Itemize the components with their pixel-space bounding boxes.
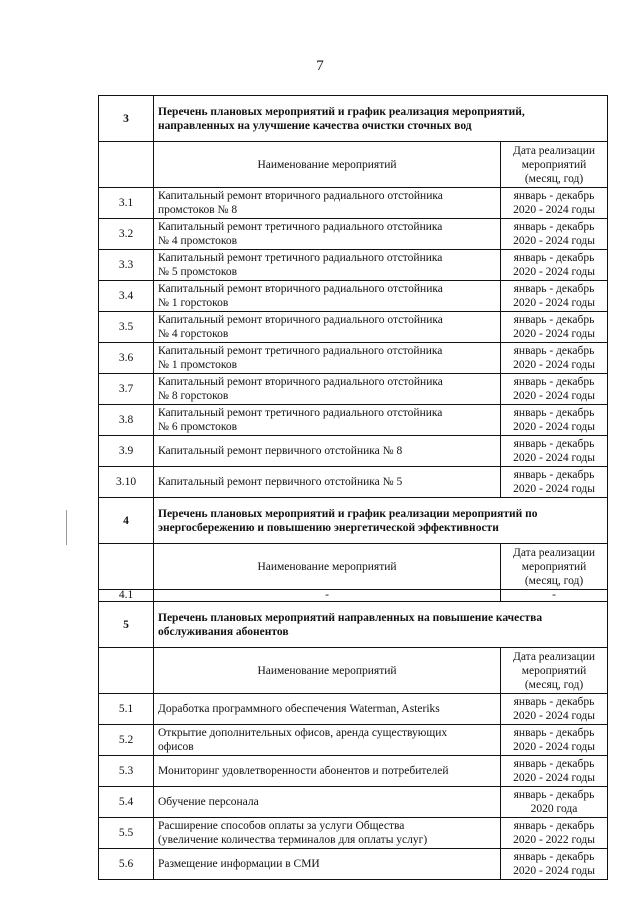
item-number: 5.5 xyxy=(99,818,154,849)
item-date-line: 2020 - 2024 годы xyxy=(513,772,595,784)
item-date-line: 2020 года xyxy=(530,803,578,815)
item-number: 3.2 xyxy=(99,219,154,250)
item-date-line: 2020 - 2024 годы xyxy=(513,421,595,433)
item-date-line: 2020 - 2024 годы xyxy=(513,483,595,495)
item-number: 3.4 xyxy=(99,281,154,312)
item-date-line: 2020 - 2024 годы xyxy=(513,235,595,247)
item-date-line: январь - декабрь xyxy=(513,727,595,739)
section-title xyxy=(154,498,608,544)
table-row xyxy=(99,219,608,250)
item-name xyxy=(154,250,501,281)
item-date xyxy=(501,725,608,756)
header-number-cell xyxy=(99,544,154,590)
item-date xyxy=(501,787,608,818)
table-row xyxy=(99,694,608,725)
item-date xyxy=(501,405,608,436)
item-name-line: Капитальный ремонт первичного отстойника № 5 xyxy=(158,476,403,488)
header-name-cell: Наименование мероприятий xyxy=(154,648,501,694)
item-date xyxy=(501,219,608,250)
table-row xyxy=(99,250,608,281)
item-date xyxy=(501,756,608,787)
item-date-line: январь - декабрь xyxy=(513,758,595,770)
item-date-line: январь - декабрь xyxy=(513,221,595,233)
item-name xyxy=(154,405,501,436)
item-name xyxy=(154,787,501,818)
header-date-cell xyxy=(501,142,608,188)
table-row xyxy=(99,374,608,405)
item-number: 4.1 xyxy=(99,590,154,602)
item-name xyxy=(154,467,501,498)
item-name-line: Капитальный ремонт третичного радиального отстойника xyxy=(158,221,443,233)
header-number-cell xyxy=(99,142,154,188)
item-date-line: 2020 - 2024 годы xyxy=(513,741,595,753)
section-title-row xyxy=(99,498,608,544)
item-date xyxy=(501,436,608,467)
item-date-line: январь - декабрь xyxy=(513,851,595,863)
item-date-line: - xyxy=(552,589,556,601)
table-row xyxy=(99,467,608,498)
item-number: 3.9 xyxy=(99,436,154,467)
item-date-line: 2020 - 2024 годы xyxy=(513,452,595,464)
item-name xyxy=(154,725,501,756)
item-name-line: № 1 промстоков xyxy=(158,359,238,371)
item-name-line: № 8 горстоков xyxy=(158,390,229,402)
header-date-cell-line: (месяц, год) xyxy=(524,678,584,691)
item-name-line: Капитальный ремонт первичного отстойника № 8 xyxy=(158,445,403,457)
section-title-line: энергосбережению и повышению энергетической эффективности xyxy=(158,521,499,534)
item-name xyxy=(154,590,501,602)
header-date-cell-line: мероприятий xyxy=(521,664,587,677)
section-title xyxy=(154,602,608,648)
item-date-line: 2020 - 2022 годы xyxy=(513,834,595,846)
item-date-line: январь - декабрь xyxy=(513,789,595,801)
item-date-line: 2020 - 2024 годы xyxy=(513,359,595,371)
table-row xyxy=(99,343,608,374)
item-date-line: январь - декабрь xyxy=(513,407,595,419)
item-date xyxy=(501,281,608,312)
section-number: 5 xyxy=(99,602,154,648)
item-date-line: январь - декабрь xyxy=(513,345,595,357)
item-name-line: № 4 промстоков xyxy=(158,235,238,247)
item-date xyxy=(501,343,608,374)
item-date xyxy=(501,467,608,498)
item-name xyxy=(154,436,501,467)
header-date-cell-line: (месяц, год) xyxy=(524,574,584,587)
item-date-line: 2020 - 2024 годы xyxy=(513,266,595,278)
header-name-cell: Наименование мероприятий xyxy=(154,142,501,188)
item-name-line: Капитальный ремонт вторичного радиального отстойника xyxy=(158,314,443,326)
item-name xyxy=(154,312,501,343)
table-row xyxy=(99,188,608,219)
item-number: 3.5 xyxy=(99,312,154,343)
item-date-line: январь - декабрь xyxy=(513,283,595,295)
section-title xyxy=(154,96,608,142)
item-date-line: 2020 - 2024 годы xyxy=(513,390,595,402)
item-name xyxy=(154,188,501,219)
item-name-line: (увеличение количества терминалов для оплаты услуг) xyxy=(158,834,428,846)
item-name xyxy=(154,281,501,312)
item-name xyxy=(154,818,501,849)
item-number: 3.10 xyxy=(99,467,154,498)
column-header-row xyxy=(99,544,608,590)
item-date-line: январь - декабрь xyxy=(513,314,595,326)
plan-table xyxy=(98,95,608,880)
item-date xyxy=(501,590,608,602)
header-date-cell-line: мероприятий xyxy=(521,158,587,171)
column-header-row xyxy=(99,142,608,188)
item-date-line: 2020 - 2024 годы xyxy=(513,297,595,309)
item-date xyxy=(501,188,608,219)
item-name-line: Капитальный ремонт третичного радиального отстойника xyxy=(158,252,443,264)
section-number: 4 xyxy=(99,498,154,544)
item-date xyxy=(501,374,608,405)
item-name-line: Размещение информации в СМИ xyxy=(158,858,320,870)
item-name-line: Открытие дополнительных офисов, аренда существующих xyxy=(158,727,448,739)
table-row xyxy=(99,756,608,787)
item-name xyxy=(154,374,501,405)
header-date-cell xyxy=(501,544,608,590)
item-name-line: Капитальный ремонт вторичного радиального отстойника xyxy=(158,283,443,295)
item-name-line: - xyxy=(325,589,329,601)
header-date-cell-line: Дата реализации xyxy=(513,144,595,157)
item-name-line: Мониторинг удовлетворенности абонентов и потребителей xyxy=(158,765,449,777)
item-date-line: 2020 - 2024 годы xyxy=(513,865,595,877)
table-row xyxy=(99,818,608,849)
header-date-cell-line: Дата реализации xyxy=(513,546,595,559)
item-name-line: промстоков № 8 xyxy=(158,204,238,216)
item-number: 5.6 xyxy=(99,849,154,880)
table-row xyxy=(99,436,608,467)
header-number-cell xyxy=(99,648,154,694)
item-name xyxy=(154,849,501,880)
table-row xyxy=(99,405,608,436)
section-number: 3 xyxy=(99,96,154,142)
item-date-line: январь - декабрь xyxy=(513,190,595,202)
item-date xyxy=(501,312,608,343)
item-name-line: Капитальный ремонт вторичного радиального отстойника xyxy=(158,376,443,388)
section-title-row xyxy=(99,96,608,142)
section-title-row xyxy=(99,602,608,648)
item-number: 5.3 xyxy=(99,756,154,787)
item-name-line: № 5 промстоков xyxy=(158,266,238,278)
item-date-line: январь - декабрь xyxy=(513,376,595,388)
item-date-line: 2020 - 2024 годы xyxy=(513,328,595,340)
header-date-cell-line: (месяц, год) xyxy=(524,172,584,185)
table-row xyxy=(99,849,608,880)
item-date xyxy=(501,849,608,880)
item-name-line: Расширение способов оплаты за услуги Общества xyxy=(158,820,405,832)
item-name xyxy=(154,343,501,374)
scan-margin-mark xyxy=(66,510,67,545)
item-date-line: январь - декабрь xyxy=(513,252,595,264)
item-number: 3.8 xyxy=(99,405,154,436)
item-name xyxy=(154,219,501,250)
item-name-line: № 1 горстоков xyxy=(158,297,229,309)
section-title-line: Перечень плановых мероприятий направленных на повышение качества xyxy=(158,611,543,624)
item-number: 5.1 xyxy=(99,694,154,725)
section-title-line: Перечень плановых мероприятий и график реализация мероприятий, xyxy=(158,105,525,118)
header-date-cell-line: Дата реализации xyxy=(513,650,595,663)
item-number: 3.7 xyxy=(99,374,154,405)
item-name-line: Капитальный ремонт третичного радиального отстойника xyxy=(158,345,443,357)
item-name-line: Доработка программного обеспечения Waterman, Asteriks xyxy=(158,703,440,715)
item-name xyxy=(154,694,501,725)
item-date xyxy=(501,250,608,281)
item-number: 3.1 xyxy=(99,188,154,219)
column-header-row xyxy=(99,648,608,694)
item-name xyxy=(154,756,501,787)
item-name-line: офисов xyxy=(158,741,194,753)
header-date-cell-line: мероприятий xyxy=(521,560,587,573)
item-number: 3.6 xyxy=(99,343,154,374)
item-number: 5.2 xyxy=(99,725,154,756)
page-number: 7 xyxy=(316,58,324,74)
table-row xyxy=(99,787,608,818)
table-row xyxy=(99,312,608,343)
table-row xyxy=(99,725,608,756)
item-number: 5.4 xyxy=(99,787,154,818)
item-date-line: январь - декабрь xyxy=(513,438,595,450)
item-name-line: Обучение персонала xyxy=(158,796,259,808)
item-date-line: январь - декабрь xyxy=(513,696,595,708)
item-name-line: № 6 промстоков xyxy=(158,421,238,433)
section-title-line: Перечень плановых мероприятий и график реализации мероприятий по xyxy=(158,507,538,520)
item-name-line: Капитальный ремонт вторичного радиального отстойника xyxy=(158,190,443,202)
item-date-line: январь - декабрь xyxy=(513,469,595,481)
section-title-line: направленных на улучшение качества очистки сточных вод xyxy=(158,119,472,132)
item-date xyxy=(501,818,608,849)
item-date xyxy=(501,694,608,725)
table-row xyxy=(99,590,608,602)
item-name-line: Капитальный ремонт третичного радиального отстойника xyxy=(158,407,443,419)
section-title-line: обслуживания абонентов xyxy=(158,625,289,638)
header-name-cell: Наименование мероприятий xyxy=(154,544,501,590)
item-number: 3.3 xyxy=(99,250,154,281)
header-date-cell xyxy=(501,648,608,694)
item-date-line: 2020 - 2024 годы xyxy=(513,710,595,722)
item-date-line: январь - декабрь xyxy=(513,820,595,832)
table-row xyxy=(99,281,608,312)
item-name-line: № 4 горстоков xyxy=(158,328,229,340)
plan-table-body xyxy=(99,96,608,880)
item-date-line: 2020 - 2024 годы xyxy=(513,204,595,216)
